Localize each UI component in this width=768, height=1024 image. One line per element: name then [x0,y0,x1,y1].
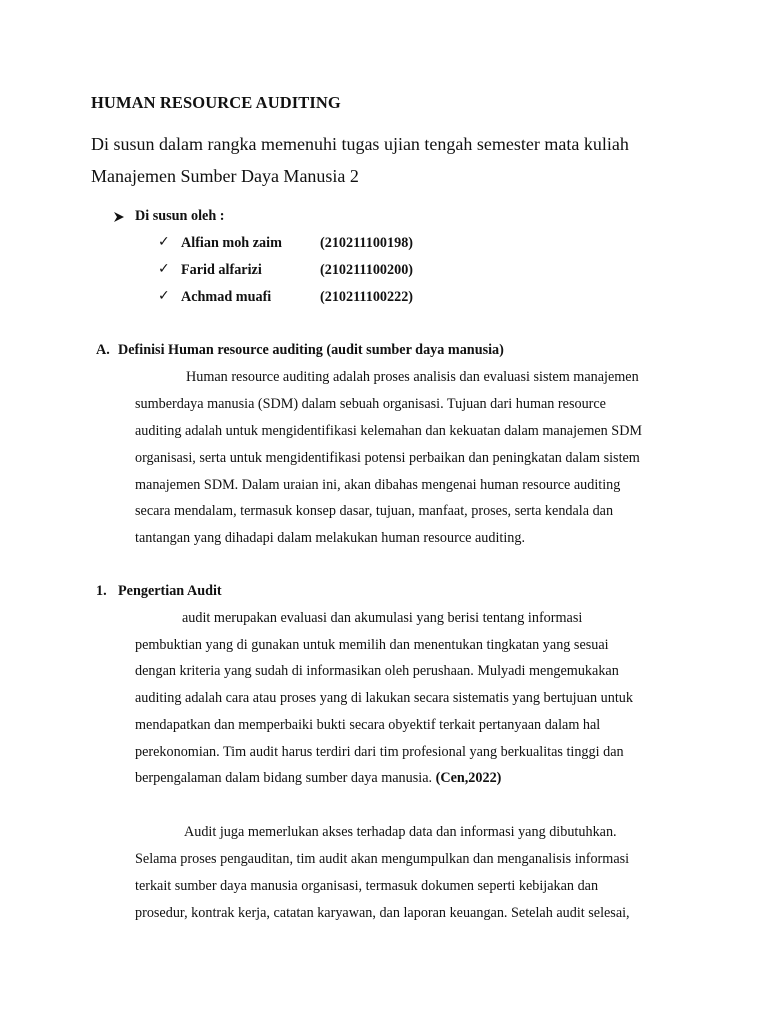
document-title: HUMAN RESOURCE AUDITING [91,93,341,112]
section-1-line: dengan kriteria yang sudah di informasikan oleh perushaan. Mulyadi mengemukakan [135,663,619,679]
section-1-line: audit merupakan evaluasi dan akumulasi yang berisi tentang informasi [182,610,583,626]
document-subtitle-line-1: Di susun dalam rangka memenuhi tugas ujian tengah semester mata kuliah [91,134,629,154]
section-a-line: manajemen SDM. Dalam uraian ini, akan dibahas mengenai human resource auditing [135,477,621,493]
section-1-paragraph-2-line: terkait sumber daya manusia organisasi, termasuk dokumen seperti kebijakan dan [135,878,599,894]
section-1-line: mendapatkan dan memperbaiki bukti secara obyektif terkait pertanyaan dalam hal [135,717,601,733]
author-id: (210211100222) [320,289,414,305]
document-subtitle-line-2: Manajemen Sumber Daya Manusia 2 [91,166,359,186]
section-1-heading: Pengertian Audit [118,583,222,599]
section-1-line: pembuktian yang di gunakan untuk memilih dan menentukan tingkatan yang sesuai [135,637,609,653]
authors-heading: Di susun oleh : [135,208,225,224]
checkmark-icon: ✓ [158,288,170,304]
checkmark-icon: ✓ [158,261,170,277]
section-a-line: sumberdaya manusia (SDM) dalam sebuah organisasi. Tujuan dari human resource [135,396,606,412]
checkmark-icon: ✓ [158,234,170,250]
author-id: (210211100200) [320,262,414,278]
section-1-line: auditing adalah cara atau proses yang di lakukan secara sistematis yang bertujuan untuk [135,690,633,706]
author-id: (210211100198) [320,235,414,251]
section-1-paragraph-2-line: prosedur, kontrak kerja, catatan karyawan, dan laporan keuangan. Setelah audit selesai, [135,905,630,921]
section-1-paragraph-2-line: Selama proses pengauditan, tim audit akan mengumpulkan dan menganalisis informasi [135,851,630,867]
author-name: Alfian moh zaim [181,235,282,251]
section-a-line: auditing adalah untuk mengidentifikasi kelemahan dan kekuatan dalam manajemen SDM [135,423,643,439]
author-name: Achmad muafi [181,289,272,305]
section-a-line: organisasi, serta untuk mengidentifikasi potensi perbaikan dan peningkatan dalam sistem [135,450,640,466]
section-1-marker: 1. [96,583,107,599]
section-1-line-last [135,770,501,787]
section-1-paragraph-2-line: Audit juga memerlukan akses terhadap data dan informasi yang dibutuhkan. [184,824,617,840]
section-a-heading: Definisi Human resource auditing (audit sumber daya manusia) [118,342,504,358]
section-1-line-text: berpengalaman dalam bidang sumber daya manusia. [135,770,433,786]
section-a-marker: A. [96,342,110,358]
section-a-line: secara mendalam, termasuk konsep dasar, tujuan, manfaat, proses, serta kendala dan [135,503,614,519]
citation: (Cen,2022) [435,770,502,786]
author-name: Farid alfarizi [181,262,262,278]
section-a-line: Human resource auditing adalah proses analisis dan evaluasi sistem manajemen [186,369,639,385]
section-1-line: perekonomian. Tim audit harus terdiri dari tim profesional yang berkualitas tinggi dan [135,744,624,760]
section-a-line: tantangan yang dihadapi dalam melakukan human resource auditing. [135,530,526,546]
